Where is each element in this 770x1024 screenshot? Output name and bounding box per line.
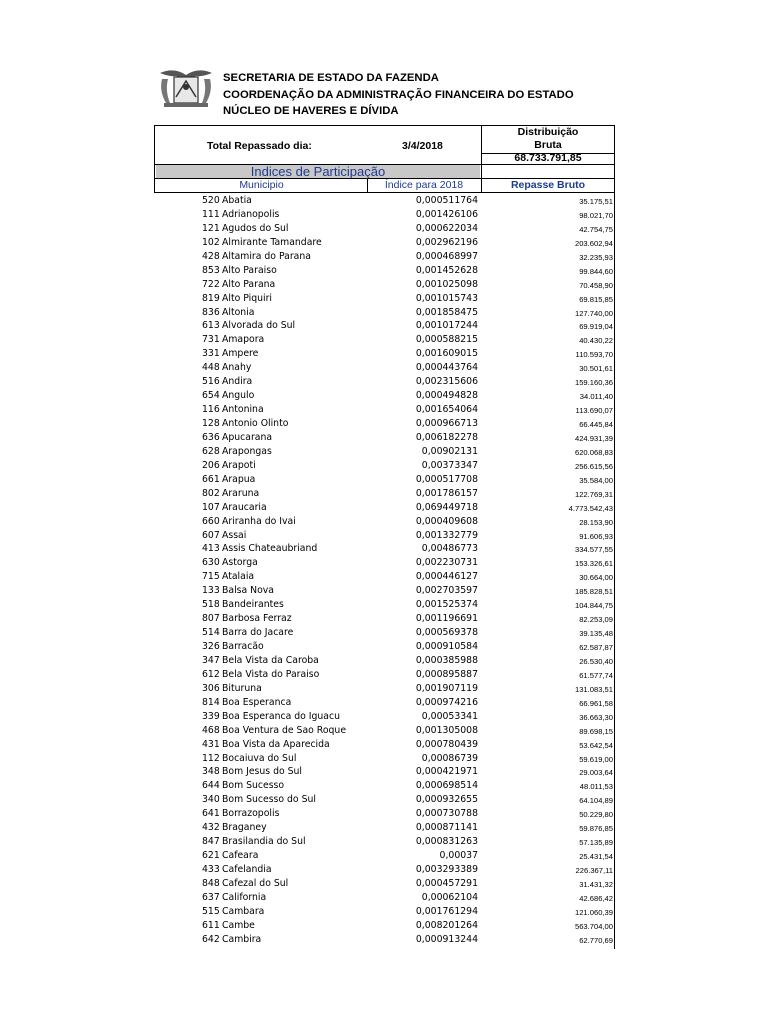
indice-value: 0,000569378	[415, 627, 478, 639]
municipio-code: 128	[202, 418, 220, 429]
municipio-name: Barracão	[222, 641, 264, 652]
table-title: Indices de Participação	[250, 164, 386, 179]
indice-value: 0,002230731	[415, 557, 478, 569]
indice-value: 0,001305008	[415, 724, 478, 736]
indice-value: 0,000730788	[415, 808, 478, 820]
indice-value: 0,001786157	[415, 487, 478, 499]
municipio-code: 636	[202, 431, 220, 443]
municipio-code: 607	[202, 529, 220, 541]
municipio-code: 621	[202, 850, 220, 862]
municipio-name: Araucaria	[222, 501, 267, 513]
municipio-name: Alto Paraiso	[222, 264, 277, 276]
table-row	[0, 891, 770, 905]
municipio-code: 802	[202, 487, 220, 499]
table-row	[0, 919, 770, 933]
municipio-name: Arapua	[222, 473, 256, 485]
municipio-name: Bom Sucesso	[222, 780, 285, 792]
table-row	[0, 877, 770, 891]
municipio-code: 613	[202, 320, 220, 332]
repasse-value: 69.815,85	[579, 294, 613, 304]
municipio-code: 121	[202, 222, 220, 234]
municipio-name: Bituruna	[222, 682, 262, 694]
municipio-code: 432	[202, 822, 220, 834]
municipio-code: 819	[202, 292, 220, 304]
table-row	[0, 542, 770, 556]
distribuicao-bruta-value: 68.733.791,85	[514, 152, 582, 164]
repasse-value: 153.326,61	[574, 559, 613, 569]
repasse-value: 256.615,56	[574, 461, 613, 471]
municipio-code: 660	[202, 515, 220, 527]
indice-value: 0,001025098	[415, 278, 478, 290]
indice-value: 0,001196691	[415, 613, 478, 625]
municipio-name: Apucarana	[222, 431, 273, 443]
repasse-value: 61.577,74	[579, 670, 613, 680]
table-row	[0, 807, 770, 821]
indice-value: 0,002703597	[415, 585, 478, 597]
repasse-value: 59.876,85	[579, 824, 613, 834]
municipio-name: Abatia	[222, 195, 252, 206]
repasse-value: 98.021,70	[579, 210, 613, 220]
indice-value: 0,00373347	[421, 459, 478, 471]
header	[223, 70, 574, 120]
municipio-name: Ariranha do Ivai	[222, 515, 296, 527]
distribuicao-bruta-label	[481, 126, 615, 151]
indice-value: 0,000780439	[415, 738, 478, 750]
table-row	[0, 821, 770, 835]
municipio-code: 116	[202, 404, 220, 416]
municipio-name: Adrianopolis	[222, 208, 280, 220]
repasse-value: 70.458,90	[579, 280, 613, 290]
municipio-name: Amapora	[222, 334, 265, 346]
indice-value: 0,000910584	[415, 641, 478, 652]
municipio-code: 637	[202, 891, 220, 903]
table-row	[0, 403, 770, 417]
indice-value: 0,000421971	[415, 766, 478, 778]
municipio-code: 448	[202, 362, 220, 374]
indice-value: 0,069449718	[415, 501, 478, 513]
municipio-code: 715	[202, 571, 220, 583]
municipio-name: Agudos do Sul	[222, 222, 289, 234]
repasse-value: 563.704,00	[574, 921, 613, 931]
municipio-code: 641	[202, 808, 220, 820]
table-row	[0, 696, 770, 710]
municipio-code: 515	[202, 905, 220, 917]
municipio-name: Boa Ventura de Sao Roque	[222, 724, 347, 736]
municipio-name: Arapongas	[222, 445, 272, 457]
table-row	[0, 208, 770, 222]
header-line-coordenacao: COORDENAÇÃO DA ADMINISTRAÇÃO FINANCEIRA DO ESTADO	[223, 88, 574, 101]
distribuicao-label-line2: Bruta	[534, 138, 562, 151]
municipio-code: 814	[202, 696, 220, 708]
municipio-code: 133	[202, 585, 220, 597]
repasse-value: 104.844,75	[574, 601, 613, 611]
repasse-value: 42.754,75	[579, 224, 613, 234]
municipio-name: Assis Chateaubriand	[222, 543, 318, 555]
indice-value: 0,000468997	[415, 250, 478, 262]
table-row	[0, 250, 770, 264]
repasse-value: 48.011,53	[579, 782, 613, 792]
indice-value: 0,000409608	[415, 515, 478, 527]
table-row	[0, 835, 770, 849]
municipio-name: Barra do Jacare	[222, 627, 294, 639]
table-row	[0, 640, 770, 654]
repasse-value: 64.104,89	[579, 796, 613, 806]
indice-value: 0,000698514	[415, 780, 478, 792]
municipio-name: Boa Esperanca	[222, 696, 292, 708]
indice-value: 0,00086739	[421, 752, 478, 764]
municipio-code: 107	[202, 501, 220, 513]
table-row	[0, 501, 770, 515]
municipio-code: 612	[202, 668, 220, 680]
repasse-value: 34.011,40	[579, 392, 613, 402]
table-row	[0, 431, 770, 445]
municipio-code: 428	[202, 250, 220, 262]
municipio-name: Assai	[222, 529, 247, 541]
table-row	[0, 933, 770, 947]
indice-value: 0,003293389	[415, 864, 478, 875]
indice-value: 0,002315606	[415, 376, 478, 388]
indice-value: 0,000457291	[415, 877, 478, 889]
table-row	[0, 459, 770, 473]
municipio-code: 630	[202, 557, 220, 569]
table-row	[0, 765, 770, 779]
table-row	[0, 668, 770, 682]
municipio-name: Brasilandia do Sul	[222, 836, 306, 848]
repasse-value: 66.961,58	[579, 698, 613, 708]
table-row	[0, 752, 770, 766]
indice-value: 0,000385988	[415, 654, 478, 666]
repasse-value: 30.501,61	[579, 364, 613, 374]
municipio-name: Cafelandia	[222, 864, 272, 875]
header-line-nucleo: NÚCLEO DE HAVERES E DÍVIDA	[223, 105, 399, 117]
municipio-code: 331	[202, 348, 220, 360]
table-row	[0, 793, 770, 807]
municipio-code: 518	[202, 599, 220, 611]
repasse-value: 89.698,15	[579, 726, 613, 736]
repasse-value: 185.828,51	[574, 587, 613, 597]
column-header-indice: Índice para 2018	[384, 179, 464, 191]
indice-value: 0,000443764	[415, 362, 478, 374]
municipio-table-body	[0, 194, 770, 947]
municipio-code: 628	[202, 445, 220, 457]
municipio-name: Bandeirantes	[222, 599, 284, 611]
repasse-value: 99.844,60	[579, 266, 613, 276]
municipio-name: Bocaiuva do Sul	[222, 752, 297, 764]
municipio-name: Cafeara	[222, 850, 259, 862]
municipio-code: 644	[202, 780, 220, 792]
municipio-name: California	[222, 891, 267, 903]
municipio-name: Cambara	[222, 905, 265, 917]
municipio-code: 206	[202, 459, 220, 471]
indice-value: 0,001907119	[415, 682, 478, 694]
table-row	[0, 863, 770, 877]
indice-value: 0,000871141	[415, 822, 478, 834]
repasse-value: 30.664,00	[579, 573, 613, 583]
municipio-name: Almirante Tamandare	[222, 236, 322, 248]
repasse-value: 226.367,11	[575, 866, 613, 875]
indice-value: 0,00053341	[421, 710, 478, 722]
indice-value: 0,000517708	[415, 473, 478, 485]
municipio-name: Antonio Olinto	[222, 418, 289, 429]
municipio-name: Braganey	[222, 822, 267, 834]
municipio-code: 111	[202, 208, 220, 220]
municipio-code: 413	[202, 543, 220, 555]
table-row	[0, 389, 770, 403]
repasse-value: 91.606,93	[579, 531, 613, 541]
table-row	[0, 194, 770, 208]
repasse-value: 121.060,39	[574, 907, 613, 917]
municipio-name: Angulo	[222, 390, 255, 402]
indice-value: 0,000622034	[415, 222, 478, 234]
municipio-code: 731	[202, 334, 220, 346]
table-row	[0, 417, 770, 431]
indice-value: 0,00902131	[421, 445, 478, 457]
table-row	[0, 292, 770, 306]
table-row	[0, 584, 770, 598]
municipio-name: Araruna	[222, 487, 260, 499]
repasse-value: 26.530,40	[579, 656, 613, 666]
municipio-name: Arapoti	[222, 459, 256, 471]
municipio-name: Bom Jesus do Sul	[222, 766, 302, 778]
repasse-value: 122.769,31	[574, 489, 613, 499]
table-row	[0, 654, 770, 668]
indice-value: 0,000932655	[415, 794, 478, 806]
summary-box	[154, 125, 615, 193]
indice-value: 0,008201264	[415, 919, 478, 931]
repasse-value: 131.083,51	[574, 684, 613, 694]
repasse-value: 59.619,00	[579, 754, 613, 764]
repasse-value: 35.175,51	[579, 197, 613, 206]
indice-value: 0,000974216	[415, 696, 478, 708]
indice-value: 0,006182278	[415, 431, 478, 443]
repasse-value: 25.431,54	[579, 852, 613, 862]
municipio-name: Bela Vista do Paraiso	[222, 668, 320, 680]
repasse-value: 57.135,89	[579, 838, 613, 848]
municipio-name: Borrazopolis	[222, 808, 280, 820]
column-header-repasse: Repasse Bruto	[510, 179, 586, 191]
table-row	[0, 319, 770, 333]
municipio-name: Anahy	[222, 362, 252, 374]
municipio-code: 722	[202, 278, 220, 290]
indice-value: 0,001017244	[415, 320, 478, 332]
table-row	[0, 598, 770, 612]
municipio-code: 654	[202, 390, 220, 402]
municipio-code: 514	[202, 627, 220, 639]
table-row	[0, 347, 770, 361]
repasse-value: 28.153,90	[579, 517, 613, 527]
table-row	[0, 222, 770, 236]
municipio-code: 611	[202, 919, 220, 931]
repasse-value: 32.235,93	[579, 252, 613, 262]
table-row	[0, 556, 770, 570]
table-row	[0, 905, 770, 919]
municipio-code: 347	[202, 654, 220, 666]
table-row	[0, 738, 770, 752]
repasse-value: 62.770,69	[579, 935, 613, 945]
indice-value: 0,001761294	[415, 905, 478, 917]
repasse-value: 127.740,00	[574, 308, 613, 318]
indice-value: 0,00037	[439, 850, 478, 862]
repasse-value: 159.160,36	[574, 378, 613, 388]
parana-coat-of-arms-logo	[156, 67, 216, 109]
repasse-value: 42.686,42	[579, 893, 613, 903]
repasse-value: 4.773.542,43	[568, 503, 613, 513]
indice-value: 0,000494828	[415, 390, 478, 402]
municipio-name: Balsa Nova	[222, 585, 274, 597]
repasse-value: 113.690,07	[575, 406, 613, 416]
repasse-value: 334.577,55	[574, 545, 613, 555]
indice-value: 0,00062104	[421, 891, 478, 903]
municipio-code: 348	[202, 766, 220, 778]
municipio-code: 112	[202, 752, 220, 764]
municipio-name: Cambe	[222, 919, 255, 931]
table-row	[0, 278, 770, 292]
municipio-name: Boa Esperanca do Iguacu	[222, 710, 341, 722]
municipio-code: 836	[202, 306, 220, 318]
indice-value: 0,000895887	[415, 668, 478, 680]
distribuicao-label-line1: Distribuição	[517, 126, 579, 138]
indice-value: 0,000446127	[415, 571, 478, 583]
municipio-name: Atalaia	[222, 571, 255, 583]
municipio-code: 847	[202, 836, 220, 848]
repasse-value: 50.229,80	[579, 810, 613, 820]
repasse-value: 31.431,32	[579, 879, 613, 889]
indice-value: 0,001858475	[415, 306, 478, 318]
table-row	[0, 779, 770, 793]
total-repassado-label: Total Repassado dia:	[207, 140, 312, 152]
repasse-value: 110.593,70	[575, 350, 613, 360]
municipio-code: 339	[202, 710, 220, 722]
repasse-value: 66.445,84	[579, 420, 613, 429]
column-header-municipio: Municipio	[239, 179, 284, 191]
municipio-name: Altamira do Parana	[222, 250, 311, 262]
table-row	[0, 264, 770, 278]
indice-value: 0,002962196	[415, 236, 478, 248]
municipio-code: 853	[202, 264, 220, 276]
indice-value: 0,001654064	[415, 404, 478, 416]
municipio-name: Alvorada do Sul	[222, 320, 296, 332]
municipio-name: Alto Parana	[222, 278, 276, 290]
municipio-name: Bom Sucesso do Sul	[222, 794, 316, 806]
repasse-value: 620.068,83	[574, 447, 613, 457]
municipio-code: 520	[202, 195, 220, 206]
municipio-code: 306	[202, 682, 220, 694]
indice-value: 0,001015743	[415, 292, 478, 304]
header-line-secretaria: SECRETARIA DE ESTADO DA FAZENDA	[223, 72, 439, 84]
indice-value: 0,000511764	[415, 195, 478, 206]
indice-value: 0,001452628	[415, 264, 478, 276]
municipio-code: 340	[202, 794, 220, 806]
repasse-value: 36.663,30	[579, 712, 613, 722]
municipio-code: 433	[202, 864, 220, 875]
municipio-code: 661	[202, 473, 220, 485]
table-row	[0, 626, 770, 640]
repasse-value: 40.430,22	[579, 336, 613, 346]
table-row	[0, 529, 770, 543]
repasse-value: 29.003,64	[579, 768, 613, 778]
repasse-value: 203.602,94	[574, 238, 613, 248]
municipio-code: 807	[202, 613, 220, 625]
table-row	[0, 849, 770, 863]
indice-value: 0,001609015	[415, 348, 478, 360]
indice-value: 0,00486773	[421, 543, 478, 555]
indice-value: 0,000966713	[415, 418, 478, 429]
repasse-value: 424.931,39	[574, 433, 613, 443]
table-row	[0, 710, 770, 724]
repasse-value: 62.587,87	[579, 643, 613, 652]
municipio-name: Boa Vista da Aparecida	[222, 738, 330, 750]
table-row	[0, 682, 770, 696]
municipio-name: Barbosa Ferraz	[222, 613, 292, 625]
table-row	[0, 375, 770, 389]
table-row	[0, 570, 770, 584]
municipio-name: Antonina	[222, 404, 264, 416]
municipio-code: 642	[202, 933, 220, 945]
municipio-code: 102	[202, 236, 220, 248]
table-row	[0, 487, 770, 501]
municipio-name: Ampere	[222, 348, 259, 360]
municipio-name: Astorga	[222, 557, 258, 569]
municipio-code: 848	[202, 877, 220, 889]
indice-value: 0,000588215	[415, 334, 478, 346]
repasse-value: 39.135,48	[579, 629, 613, 639]
total-repassado-date: 3/4/2018	[402, 140, 443, 152]
repasse-value: 53.642,54	[579, 740, 613, 750]
municipio-name: Cambira	[222, 933, 262, 945]
repasse-value: 69.919,04	[579, 322, 613, 332]
table-row	[0, 724, 770, 738]
table-row	[0, 515, 770, 529]
municipio-code: 468	[202, 724, 220, 736]
indice-value: 0,001426106	[415, 208, 478, 220]
repasse-value: 35.584,00	[579, 475, 613, 485]
indice-value: 0,000913244	[415, 933, 478, 945]
table-row	[0, 473, 770, 487]
municipio-name: Andira	[222, 376, 253, 388]
table-row	[0, 333, 770, 347]
table-row	[0, 612, 770, 626]
repasse-value: 82.253,09	[579, 615, 613, 625]
municipio-code: 326	[202, 641, 220, 652]
table-row	[0, 445, 770, 459]
table-row	[0, 361, 770, 375]
indice-value: 0,001525374	[415, 599, 478, 611]
municipio-name: Bela Vista da Caroba	[222, 654, 319, 666]
table-row	[0, 236, 770, 250]
table-row	[0, 306, 770, 320]
indice-value: 0,000831263	[415, 836, 478, 848]
municipio-name: Alto Piquiri	[222, 292, 272, 304]
municipio-code: 516	[202, 376, 220, 388]
indice-value: 0,001332779	[415, 529, 478, 541]
municipio-name: Cafezal do Sul	[222, 877, 289, 889]
municipio-code: 431	[202, 738, 220, 750]
municipio-name: Altonia	[222, 306, 255, 318]
